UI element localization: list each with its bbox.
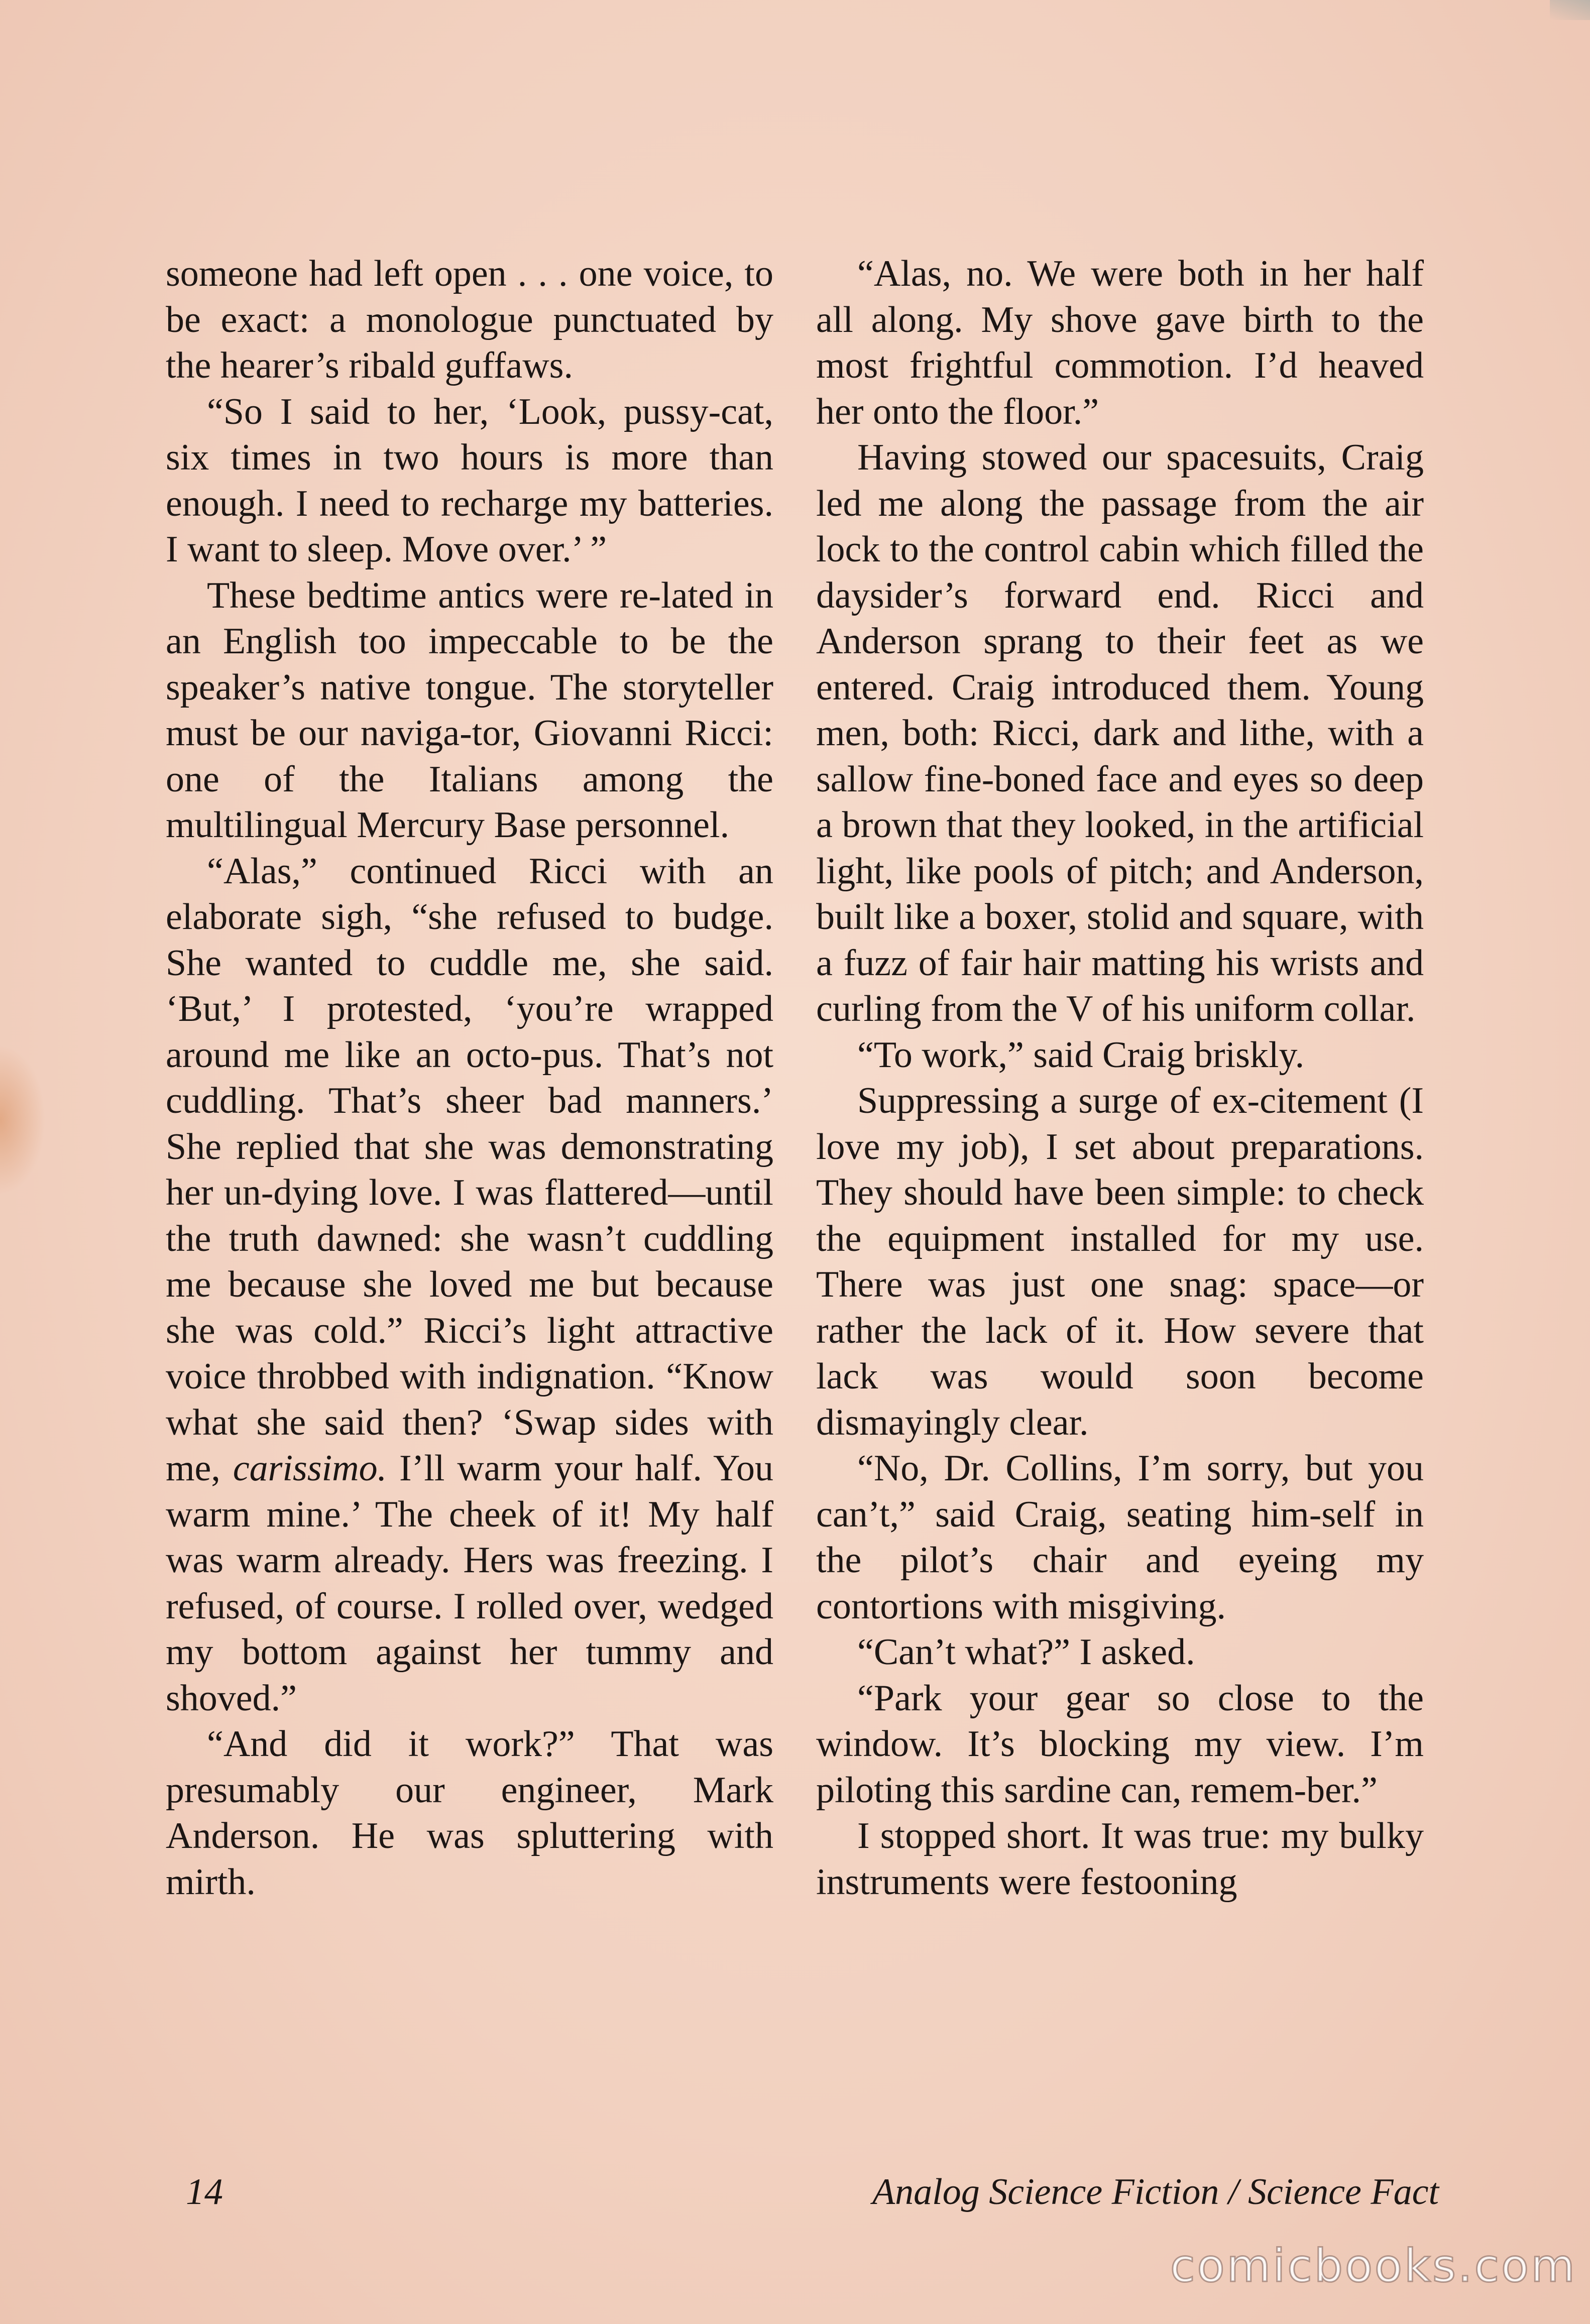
page-corner bbox=[1550, 0, 1590, 20]
paragraph: “Can’t what?” I asked. bbox=[857, 1632, 1195, 1673]
running-footer-title: Analog Science Fiction / Science Fact bbox=[872, 2171, 1439, 2213]
paragraph bbox=[166, 849, 773, 1722]
text-column-left bbox=[166, 251, 773, 1905]
paragraph: “And did it work?” That was presumably our engineer, Mark Anderson. He was spluttering with mirth. bbox=[166, 1723, 773, 1903]
paragraph-text: “Alas,” continued Ricci with an elaborate sigh, “she refused to budge. She wanted to cuddle me, she said. ‘But,’ I protested, ‘you’re wrapped around me like an octo-pus. That’s not cuddling. That’s sheer bad manners.’ She replied that she was demonstrating her un-dying love. I was flattered—until the truth dawned: she wasn’t cuddling me because she loved me but because she was cold.” Ricci’s light attractive voice throbbed with indignation. “Know what she said then? ‘Swap sides with me, bbox=[166, 850, 773, 1489]
paragraph: Having stowed our spacesuits, Craig led me along the passage from the air lock to the control cabin which filled the daysider’s forward end. Ricci and Anderson sprang to their feet as we entered. Craig introduced them. Young men, both: Ricci, dark and lithe, with a sallow fine-boned face and eyes so deep a brown that they looked, in the artificial light, like pools of pitch; and Anderson, built like a boxer, stolid and square, with a fuzz of fair hair matting his wrists and curling from the V of his uniform collar. bbox=[816, 437, 1424, 1029]
text-column-right bbox=[816, 251, 1424, 1905]
paragraph: “Park your gear so close to the window. It’s blocking my view. I’m piloting this sardine can, remem-ber.” bbox=[816, 1677, 1424, 1811]
paragraph: “Alas, no. We were both in her half all along. My shove gave birth to the most frightful commotion. I’d heaved her onto the floor.” bbox=[816, 253, 1424, 432]
paragraph-text: I’ll warm your half. You warm mine.’ The cheek of it! My half was warm already. Hers was freezing. I refused, of course. I rolled over, wedged my bottom against her tummy and shoved.” bbox=[166, 1448, 774, 1719]
page-number: 14 bbox=[186, 2171, 223, 2213]
paragraph: “No, Dr. Collins, I’m sorry, but you can’t,” said Craig, seating him-self in the pilot’s chair and eyeing my contortions with misgiving. bbox=[816, 1448, 1424, 1627]
paragraph: These bedtime antics were re-lated in an English too impeccable to be the speaker’s native tongue. The storyteller must be our naviga-tor, Giovanni Ricci: one of the Italians among the multilingual Mercury Base personnel. bbox=[166, 574, 773, 846]
paragraph: I stopped short. It was true: my bulky instruments were festooning bbox=[816, 1815, 1424, 1903]
paragraph: “So I said to her, ‘Look, pussy-cat, six times in two hours is more than enough. I need to recharge my batteries. I want to sleep. Move over.’ ” bbox=[166, 391, 773, 570]
watermark: comicbooks.com bbox=[1170, 2240, 1577, 2292]
paragraph: “To work,” said Craig briskly. bbox=[857, 1034, 1305, 1076]
paragraph: someone had left open . . . one voice, to be exact: a monologue punctuated by the hearer’s ribald guffaws. bbox=[166, 253, 773, 386]
paragraph: Suppressing a surge of ex-citement (I love my job), I set about preparations. They should have been simple: to check the equipment installed for my use. There was just one snag: space—or rather the lack of it. How severe that lack was would soon become dismayingly clear. bbox=[816, 1080, 1424, 1443]
italic-word: carissimo. bbox=[233, 1448, 387, 1489]
paper-stain bbox=[0, 1044, 45, 1195]
